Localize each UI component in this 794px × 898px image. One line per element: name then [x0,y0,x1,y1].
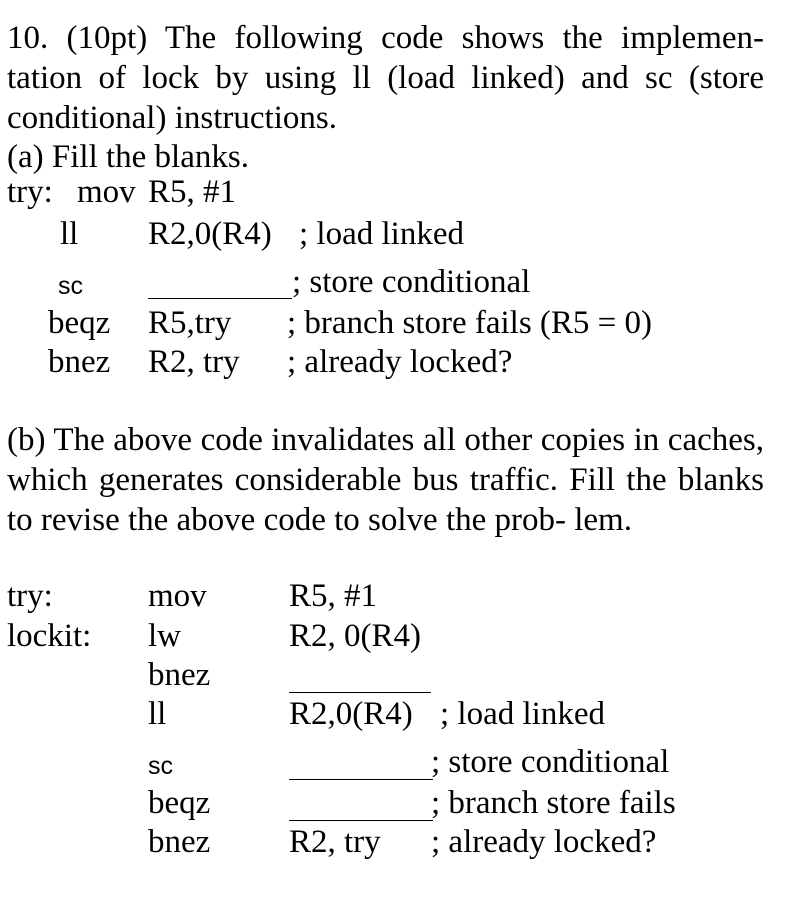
code-a-op-mov: mov [77,174,136,210]
code-b-comment-bnez-2: ; already locked? [431,824,657,860]
code-b-blank-beqz[interactable] [289,820,433,821]
code-a-op-ll: ll [60,216,79,252]
code-a-comment-ll: ; load linked [299,216,464,252]
code-b-operand-mov: R5, #1 [289,578,378,614]
code-b-op-bnez-1: bnez [148,657,211,693]
code-b-comment-ll: ; load linked [440,696,605,732]
code-b-operand-lw: R2, 0(R4) [289,618,421,654]
code-a-comment-bnez: ; already locked? [287,344,513,380]
code-a-op-bnez: bnez [48,344,111,380]
code-a-operand-beqz: R5,try [148,305,232,341]
code-a-op-sc: sc [58,272,83,300]
code-a-comment-sc: ; store conditional [292,264,531,300]
code-b-op-lw: lw [148,618,181,654]
code-b-operand-bnez-2: R2, try [289,824,381,860]
code-b-label-try: try: [7,578,53,614]
code-a-comment-beqz: ; branch store fails (R5 = 0) [287,305,653,341]
code-b-op-ll: ll [148,696,167,732]
code-b-label-lockit: lockit: [7,618,92,654]
code-b-blank-bnez[interactable] [289,692,431,693]
code-a-operand-ll: R2,0(R4) [148,216,272,252]
code-a-op-beqz: beqz [48,305,111,341]
code-a-blank-sc[interactable] [148,298,292,299]
part-b-prompt: (b) The above code invalidates all other copies in caches, which generates considerable bus traffic. Fill the blanks to revise the above code to solve the prob- lem. [7,422,764,538]
question-header: 10. (10pt) The following code shows the implemen- tation of lock by using ll (load linked) and sc (store conditional) instructions. [7,20,764,136]
code-b-op-bnez-2: bnez [148,824,211,860]
part-a-prompt: (a) Fill the blanks. [7,139,249,175]
code-a-operand-bnez: R2, try [148,344,240,380]
code-b-comment-sc: ; store conditional [431,744,670,780]
code-b-comment-beqz: ; branch store fails [431,785,676,821]
code-b-op-mov: mov [148,578,207,614]
code-a-operand-mov: R5, #1 [148,174,237,210]
code-b-op-sc: sc [148,752,173,780]
code-b-blank-sc[interactable] [289,779,433,780]
code-a-label-try: try: [7,174,53,210]
code-b-op-beqz: beqz [148,785,211,821]
code-b-operand-ll: R2,0(R4) [289,696,413,732]
